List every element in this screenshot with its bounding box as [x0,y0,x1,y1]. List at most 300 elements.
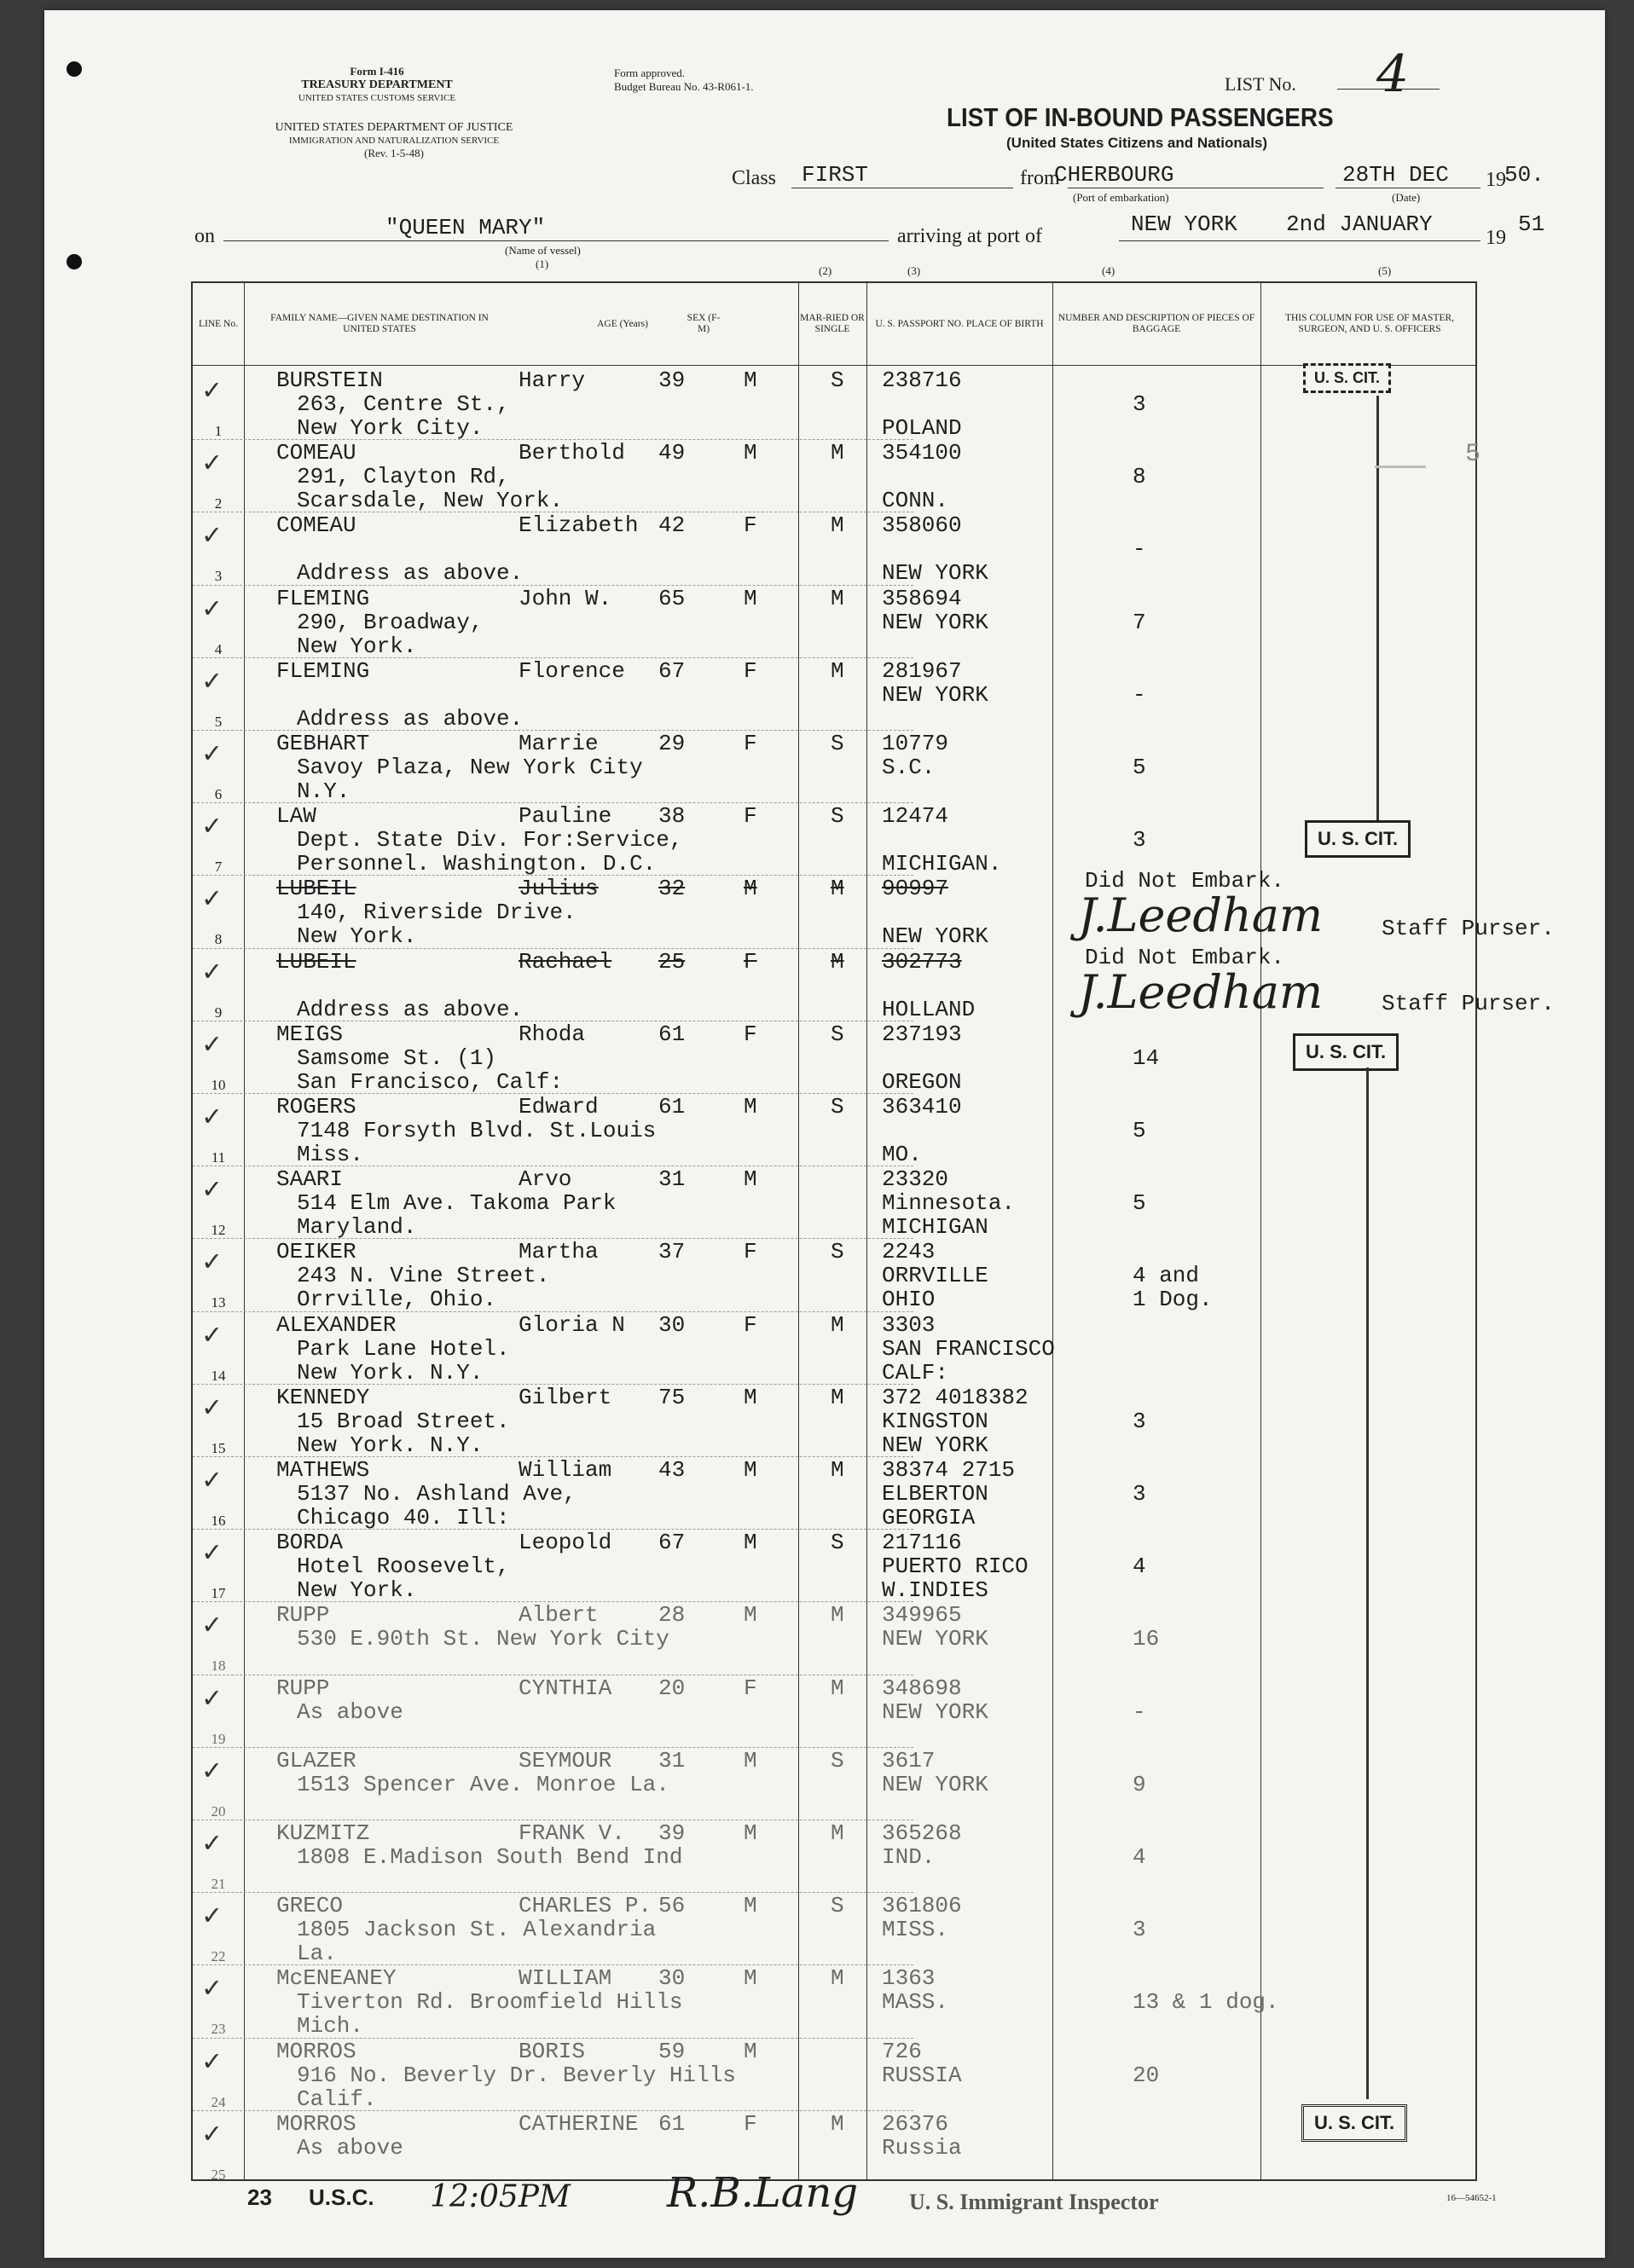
family-name: FLEMING [276,585,370,611]
marital-status: M [831,1311,844,1338]
check-mark-icon: ✓ [203,2119,221,2152]
check-mark-icon: ✓ [203,666,221,699]
address-line-1: 290, Broadway, [297,609,484,635]
did-not-embark-note: Did Not Embark. [1085,868,1285,894]
baggage-count: 5 [1133,1118,1146,1143]
col-header-passport: U. S. PASSPORT NO. PLACE OF BIRTH [875,318,1044,329]
table-row [193,1821,1479,1895]
margin-stroke [1375,466,1426,468]
line-number: 4 [214,640,223,657]
passport-number: 217116 [882,1530,962,1556]
baggage-count: - [1133,536,1146,563]
family-name: SAARI [276,1166,344,1193]
inspector-signature: R.B.Lang [667,2169,859,2217]
passport-number: 1363 [882,1965,936,1992]
vessel-caption: (Name of vessel) [505,244,581,257]
family-name: RUPP [276,1675,330,1701]
birthplace-line-2: POLAND [882,415,962,441]
sex: M [744,1457,757,1483]
family-name: LUBEIL [276,876,356,902]
family-name: MEIGS [276,1021,344,1047]
budget-bureau: Budget Bureau No. 43-R061-1. [614,80,754,93]
marital-status: M [831,1675,844,1701]
check-mark-icon: ✓ [203,1756,221,1789]
class-label: Class [732,167,777,189]
arrival-year-prefix: 19 [1486,227,1506,249]
address-line-2: New York City. [297,415,484,441]
year-suffix: 50. [1504,162,1544,188]
marital-status: M [831,1602,844,1629]
line-number: 19 [211,1730,226,1747]
age: 67 [658,1530,686,1556]
inspector-label: U. S. Immigrant Inspector [909,2190,1159,2214]
page-title: LIST OF IN-BOUND PASSENGERS [947,102,1334,132]
sex: M [744,1893,757,1919]
table-row [193,1022,1479,1096]
passport-number: 3303 [882,1311,936,1338]
given-name: Rhoda [519,1021,586,1047]
sex: M [744,1166,757,1193]
marital-status: M [831,1965,844,1992]
col-num-3: (3) [907,264,921,277]
birthplace-line-1: RUSSIA [882,2062,962,2088]
vessel-col-no: (1) [536,257,549,270]
address-line-2: Personnel. Washington. D.C. [297,851,657,877]
age: 39 [658,1820,686,1846]
birthplace-line-1: PUERTO RICO [882,1553,1028,1580]
age: 31 [658,1747,686,1773]
justice-dept: UNITED STATES DEPARTMENT OF JUSTICE [275,121,513,134]
marital-status: S [831,1021,844,1047]
birthplace-line-1: Minnesota. [882,1190,1016,1217]
marital-status: M [831,512,844,539]
marital-status: S [831,1094,844,1120]
age: 31 [658,1166,686,1193]
age: 37 [658,1239,686,1265]
given-name: Elizabeth [519,512,639,539]
table-row [193,1095,1479,1168]
age: 67 [658,657,686,684]
row-divider [193,802,913,803]
marital-status: S [831,367,844,393]
passport-number: 238716 [882,367,962,393]
footer-time: 12:05PM [430,2179,571,2214]
line-number: 23 [211,2021,226,2038]
given-name: Arvo [519,1166,572,1193]
row-divider [193,2110,913,2111]
purser-signature: J.Leedham [1078,965,1324,1019]
family-name: LAW [276,803,316,830]
family-name: BORDA [276,1530,344,1556]
marital-status: S [831,1893,844,1919]
us-cit-stamp: U. S. CIT. [1303,363,1391,393]
age: 20 [658,1675,686,1701]
marital-status: M [831,948,844,975]
birthplace-line-1: ORRVILLE [882,1263,988,1289]
age: 42 [658,512,686,539]
baggage-note: 1 Dog. [1133,1287,1213,1313]
age: 59 [658,2038,686,2064]
col-header-line: LINE No. [199,318,238,329]
given-name: Marrie [519,731,599,756]
family-name: LUBEIL [276,948,356,975]
passport-number: 12474 [882,803,949,830]
us-cit-stamp: U. S. CIT. [1305,820,1411,858]
address-line-1: Samsome St. (1) [297,1044,497,1071]
birthplace-line-2: OHIO [882,1287,936,1313]
marital-status: M [831,657,844,684]
address-line-1: Tiverton Rd. Broomfield Hills [297,1989,683,2016]
address-line-1: 514 Elm Ave. Takoma Park [297,1190,617,1217]
baggage-count: - [1133,681,1146,708]
age: 56 [658,1893,686,1919]
check-mark-icon: ✓ [203,1683,221,1716]
address-line-2: New York. N.Y. [297,1359,484,1386]
line-number: 9 [214,1004,223,1021]
sex: M [744,440,757,466]
sex: M [744,876,757,902]
sex: M [744,1747,757,1773]
line-number: 8 [214,931,223,948]
birthplace-line-2: OREGON [882,1068,962,1095]
col-header-married: MAR-RIED OR SINGLE [800,313,865,334]
arriving-label: arriving at port of [897,225,1042,247]
baggage-count: 3 [1133,1481,1146,1507]
address-line-2: Orrville, Ohio. [297,1287,497,1313]
row-divider [193,2038,913,2039]
us-cit-arrow [1376,396,1379,822]
did-not-embark-note: Did Not Embark. [1085,945,1285,970]
baggage-count: 3 [1133,1408,1146,1434]
row-divider [193,875,913,876]
given-name: FRANK V. [519,1820,625,1846]
baggage-count: 5 [1133,755,1146,780]
birthplace-line-1: NEW YORK [882,1626,988,1652]
row-divider [193,948,913,949]
address-line-1: 916 No. Beverly Dr. Beverly Hills [297,2062,736,2088]
birthplace-line-2: NEW YORK [882,1432,988,1458]
sex: F [744,657,757,684]
line-number: 10 [211,1076,226,1093]
punch-hole [67,61,82,77]
age: 28 [658,1602,686,1629]
check-mark-icon: ✓ [203,1466,221,1498]
check-mark-icon: ✓ [203,2046,221,2080]
passport-number: 302773 [882,948,962,975]
baggage-count: 3 [1133,1917,1146,1943]
check-mark-icon: ✓ [203,1320,221,1353]
sex: M [744,2038,757,2064]
given-name: WILLIAM [519,1965,612,1992]
baggage-count: 4 [1133,1553,1146,1580]
family-name: KENNEDY [276,1384,370,1410]
marital-status: M [831,1820,844,1846]
table-row [193,1894,1479,1967]
baggage-count: 8 [1133,464,1146,490]
line-number: 7 [214,859,223,876]
vessel-name: "QUEEN MARY" [385,215,546,240]
table-row [193,1676,1479,1750]
address-line-2: New York. [297,633,417,659]
table-row [193,659,1479,732]
row-divider [193,1529,913,1530]
family-name: MORROS [276,2110,356,2137]
col-num-2: (2) [819,264,832,277]
line-number: 13 [211,1294,226,1311]
sex: M [744,1384,757,1410]
age: 61 [658,2110,686,2137]
row-divider [193,730,913,731]
age: 39 [658,367,686,393]
sex: F [744,803,757,830]
address-line-2: La. [297,1941,337,1967]
baggage-count: 3 [1133,391,1146,417]
marital-status: M [831,440,844,466]
table-row [193,368,1479,442]
margin-mark: 5 [1465,440,1481,469]
punch-hole [67,254,82,269]
arrival-date: 2nd JANUARY [1286,211,1433,237]
line-number: 15 [211,1439,226,1456]
birthplace-line-2: HOLLAND [882,996,976,1022]
passport-number: 349965 [882,1602,962,1629]
table-row [193,1749,1479,1822]
col-header-name-text: FAMILY NAME—GIVEN NAME DESTINATION IN UNITED STATES [270,313,489,334]
baggage-count: 16 [1133,1626,1160,1652]
birthplace-line-2: NEW YORK [882,923,988,950]
family-name: ROGERS [276,1094,356,1120]
age: 43 [658,1457,686,1483]
col-num-4: (4) [1102,264,1115,277]
arrival-port: NEW YORK [1131,211,1237,237]
age: 49 [658,440,686,466]
row-divider [193,1093,913,1094]
birthplace-line-1: KINGSTON [882,1408,988,1434]
form-code: 16—54652-1 [1446,2193,1497,2203]
address-line-1: 1805 Jackson St. Alexandria [297,1917,657,1943]
passenger-list-sheet [44,10,1605,2258]
treasury-dept: TREASURY DEPARTMENT [301,78,453,91]
ins-service: IMMIGRATION AND NATURALIZATION SERVICE [288,136,500,146]
sex: M [744,585,757,611]
birthplace-line-1: S.C. [882,755,936,780]
birthplace-line-1: IND. [882,1844,936,1870]
given-name: Martha [519,1239,599,1265]
sex: F [744,1021,757,1047]
birthplace-line-2: W.INDIES [882,1577,988,1604]
departure-date: 28TH DEC [1342,162,1449,188]
sex: F [744,948,757,975]
table-row [193,1240,1479,1313]
address-line-1: 530 E.90th St. New York City [297,1626,669,1652]
given-name: CHARLES P. [519,1893,652,1919]
marital-status: M [831,2110,844,2137]
port-of-embarkation: CHERBOURG [1054,162,1174,188]
address-line-1: 7148 Forsyth Blvd. St.Louis [297,1118,657,1143]
line-number: 17 [211,1585,226,1602]
check-mark-icon: ✓ [203,448,221,482]
address-line-1: As above [297,1698,403,1725]
address-line-2: New York. [297,1577,417,1604]
marital-status: S [831,1239,844,1265]
from-label: from [1020,167,1060,189]
baggage-count: 14 [1133,1044,1160,1071]
address-line-1: 5137 No. Ashland Ave, [297,1481,577,1507]
staff-purser-label: Staff Purser. [1382,916,1555,941]
passport-number: 358060 [882,512,962,539]
row-divider [193,1456,913,1457]
table-row [193,732,1479,805]
given-name: Rachael [519,948,612,975]
marital-status: M [831,1384,844,1410]
check-mark-icon: ✓ [203,1392,221,1426]
marital-status: S [831,1747,844,1773]
address-line-2: Address as above. [297,705,524,732]
passport-number: 23320 [882,1166,949,1193]
table-row [193,1313,1479,1386]
address-line-2: Mich. [297,2013,364,2039]
birthplace-line-1: NEW YORK [882,609,988,635]
baggage-count: 20 [1133,2062,1160,2088]
age: 61 [658,1021,686,1047]
form-number: Form I-416 [350,65,404,78]
age: 38 [658,803,686,830]
marital-status: M [831,585,844,611]
birthplace-line-1: MISS. [882,1917,949,1943]
sex: M [744,1094,757,1120]
birthplace-line-1: ELBERTON [882,1481,988,1507]
vessel-underline [223,240,889,241]
family-name: BURSTEIN [276,367,383,393]
address-line-1: 1808 E.Madison South Bend Ind [297,1844,683,1870]
row-divider [193,657,913,658]
sex: F [744,1239,757,1265]
passport-number: 363410 [882,1094,962,1120]
line-number: 2 [214,495,223,512]
list-no-value: 4 [1376,44,1410,104]
us-cit-stamp: U. S. CIT. [1301,2104,1407,2142]
table-row [193,1386,1479,1459]
family-name: GRECO [276,1893,344,1919]
given-name: William [519,1457,612,1483]
check-mark-icon: ✓ [203,739,221,772]
row-divider [193,1964,913,1965]
check-mark-icon: ✓ [203,1247,221,1281]
line-number: 18 [211,1658,226,1675]
address-line-1: 140, Riverside Drive. [297,900,577,926]
revision: (Rev. 1-5-48) [364,147,424,159]
family-name: KUZMITZ [276,1820,370,1846]
line-number: 1 [214,423,223,439]
table-row [193,441,1479,514]
sex: F [744,731,757,756]
check-mark-icon: ✓ [203,1175,221,1208]
address-line-2: San Francisco, Calf: [297,1068,564,1095]
address-line-1: 243 N. Vine Street. [297,1263,550,1289]
table-row [193,804,1479,877]
family-name: COMEAU [276,512,356,539]
baggage-count: 4 and [1133,1263,1200,1289]
check-mark-icon: ✓ [203,812,221,845]
row-divider [193,1384,913,1385]
line-number: 16 [211,1513,226,1529]
passport-number: 358694 [882,585,962,611]
birthplace-line-1: NEW YORK [882,1698,988,1725]
given-name: Julius [519,876,599,902]
table-row [193,1966,1479,2039]
family-name: GLAZER [276,1747,356,1773]
table-row [193,1458,1479,1531]
arrival-year-suffix: 51 [1518,211,1545,237]
check-mark-icon: ✓ [203,376,221,408]
given-name: CYNTHIA [519,1675,612,1701]
given-name: SEYMOUR [519,1747,612,1773]
line-number: 3 [214,568,223,585]
given-name: Edward [519,1094,599,1120]
us-cit-stamp: U. S. CIT. [1293,1033,1399,1071]
birthplace-line-2: CALF: [882,1359,949,1386]
given-name: Gilbert [519,1384,612,1410]
birthplace-line-2: GEORGIA [882,1505,976,1530]
address-line-1: Dept. State Div. For:Service, [297,827,683,853]
passenger-table [191,281,1477,2181]
check-mark-icon: ✓ [203,884,221,917]
sex: M [744,1965,757,1992]
given-name: BORIS [519,2038,586,2064]
address-line-1: 1513 Spencer Ave. Monroe La. [297,1771,669,1797]
table-row [193,1603,1479,1676]
given-name: Harry [519,367,586,393]
sex: M [744,367,757,393]
birthplace-line-1: SAN FRANCISCO [882,1335,1055,1362]
line-number: 21 [211,1876,226,1892]
line-number: 6 [214,786,223,802]
line-number: 12 [211,1222,226,1239]
table-row [193,587,1479,660]
passport-number: 10779 [882,731,949,756]
baggage-count: 7 [1133,609,1146,635]
age: 61 [658,1094,686,1120]
check-mark-icon: ✓ [203,1538,221,1571]
address-line-1: 291, Clayton Rd, [297,464,510,490]
sex: M [744,1530,757,1556]
address-line-2: Scarsdale, New York. [297,488,564,514]
marital-status: M [831,1457,844,1483]
line-number: 5 [214,713,223,730]
passport-number: 38374 2715 [882,1457,1016,1483]
line-number: 20 [211,1802,226,1820]
passport-number: 26376 [882,2110,949,2137]
sex: F [744,512,757,539]
address-line-1: 263, Centre St., [297,391,510,417]
age: 32 [658,876,686,902]
address-line-2: N.Y. [297,778,351,804]
col-header-baggage: NUMBER AND DESCRIPTION OF PIECES OF BAGGAGE [1057,313,1255,334]
list-no-underline [1337,89,1440,90]
birthplace-line-1: NEW YORK [882,681,988,708]
baggage-count: 5 [1133,1190,1146,1217]
age: 30 [658,1311,686,1338]
list-no-label: LIST No. [1225,73,1296,95]
col-header-sex: SEX (F-M) [687,313,721,334]
address-line-1: Hotel Roosevelt, [297,1553,510,1580]
age: 65 [658,585,686,611]
birthplace-line-2: MO. [882,1142,922,1167]
address-line-1: As above [297,2134,403,2161]
row-divider [193,439,913,440]
table-row [193,1530,1479,1604]
line-number: 14 [211,1367,226,1384]
